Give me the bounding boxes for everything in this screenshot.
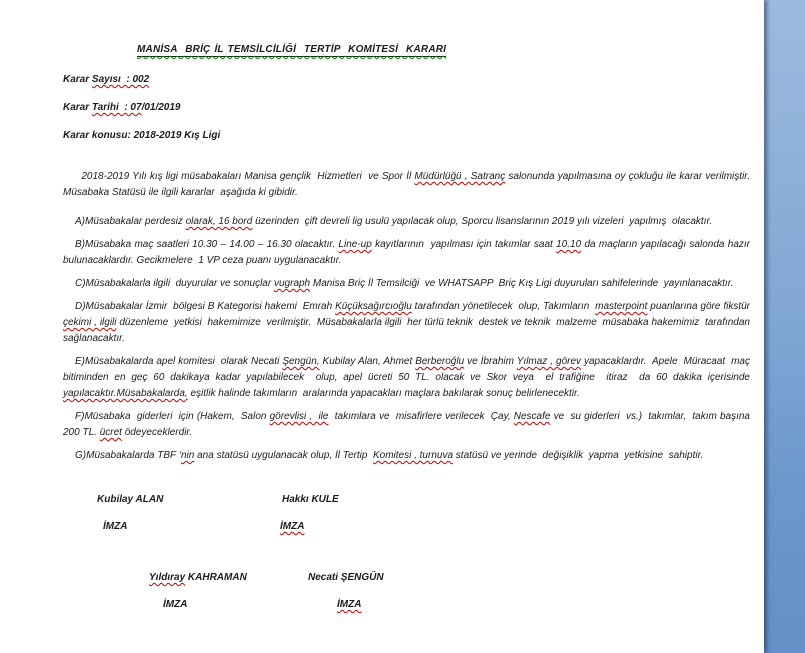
item-b <box>63 237 753 269</box>
text-run: nin <box>180 450 195 461</box>
imza-label-kubilay <box>103 519 127 535</box>
text-run: Manisa Briç İl Temsilciği ve WHATSAPP Briç Kış Ligi duyuruları sahifelerinde yayınlanacaktır. <box>310 278 734 289</box>
text-run: KAHRAMAN <box>185 572 247 583</box>
text-run: Karar <box>63 74 92 85</box>
signature-row-sig3 <box>63 570 750 586</box>
item-c <box>63 276 750 292</box>
text-run: kayıtlarının yapılması için takımlar saat <box>371 239 557 250</box>
signer-kubilay-alan <box>97 492 163 508</box>
text-run: çekimi , ilgili <box>63 317 117 328</box>
text-run: ödeyeceklerdir. <box>121 427 193 438</box>
text-run: Komitesi , turnuva <box>372 450 454 461</box>
signer-hakki-kule <box>282 492 339 508</box>
karar-konusu <box>63 128 750 144</box>
text-run: /01/2019 <box>141 102 181 113</box>
signature-row-sig2 <box>63 519 750 535</box>
text-run: İMZA <box>337 599 362 610</box>
signer-necati-sengun <box>308 570 384 586</box>
text-run: yapılacaktır.Müsabakalarda, <box>63 388 188 399</box>
text-run: B)Müsabaka maç saatleri 10.30 – 14.00 – 16.30 olacaktır. <box>75 239 339 250</box>
text-run: olarak, 16 bord <box>185 216 253 227</box>
text-run: salonunda yapılmasına oy çokluğu ile karar verilmiştir. Müsabaka Statüsü ile ilgili kararlar aşağıda ki gibidir. <box>63 171 753 198</box>
karar-tarihi <box>63 100 750 116</box>
text-run: düzenleme yetkisi hakemimize verilmiştir. Müsabakalarla ilgili her türlü teknik destek ve teknik malzeme müsabaka hakemimiz tarafından sağlanacaktır. <box>63 317 753 344</box>
item-g <box>63 448 750 464</box>
text-run: tarafından yönetilecek olup, Takımların <box>411 301 596 312</box>
text-run: ve İbrahim <box>464 356 517 367</box>
imza-label-hakki <box>280 519 304 535</box>
text-run: Berberoğlu <box>415 356 465 367</box>
text-run: Line-up <box>338 239 372 250</box>
text-run: F)Müsabaka giderleri için (Hakem, Salon <box>75 411 270 422</box>
text-run: İMZA <box>163 599 188 610</box>
text-run: G)Müsabakalarda TBF ‘ <box>75 450 181 461</box>
item-f <box>63 409 753 441</box>
text-run: 10.10 <box>556 239 582 250</box>
text-run: Yılmaz , görev <box>516 356 582 367</box>
text-run: İMZA <box>280 521 305 532</box>
text-run: E)Müsabakalarda apel komitesi olarak Necati <box>75 356 283 367</box>
text-run: Sayısı : 002 <box>91 74 150 85</box>
text-run: D)Müsabakalar İzmir bölgesi B Kategorisi hakemi Emrah <box>75 301 336 312</box>
text-run: Küçüksağırcıoğlu <box>335 301 412 312</box>
text-run: eşitlik halinde takımların aralarında yapacakları maçlara bakılarak sonuç belirlenecektir. <box>187 388 580 399</box>
imza-label-yildiray <box>163 597 187 613</box>
signature-row-sig1 <box>63 492 750 508</box>
text-run: İMZA <box>103 521 128 532</box>
title <box>137 42 750 58</box>
text-run: Karar <box>63 102 92 113</box>
text-run: üzerinden çift devreli lig usulü yapılacak olup, Sporcu lisanslarının 2019 yılı vizeleri yapılmış olacaktır. <box>252 216 713 227</box>
text-run: görevlisi , ile <box>269 411 329 422</box>
text-run: Tarihi : 07 <box>91 102 142 113</box>
text-run: Kubilay ALAN <box>97 494 164 505</box>
text-run: masterpoint <box>595 301 648 312</box>
imza-label-necati <box>337 597 361 613</box>
text-run: ve su giderleri vs.) takımlar, takım başına 200 TL. <box>63 411 753 438</box>
text-run: Nescafe <box>513 411 551 422</box>
item-e <box>63 354 753 402</box>
text-run: A)Müsabakalar perdesiz <box>75 216 186 227</box>
text-run: da maçların yapılacağı salonda hazır bulunacaklardır. Gecikmelere 1 VP ceza puanı uygulanacaktır. <box>63 239 753 266</box>
text-run: ücret <box>99 427 122 438</box>
signer-yildiray-kahraman <box>149 570 247 586</box>
text-run: Hakkı KULE <box>282 494 339 505</box>
text-run: C)Müsabakalarla ilgili duyurular ve sonuçlar <box>75 278 274 289</box>
text-run: Şengün, <box>282 356 320 367</box>
intro <box>63 169 753 201</box>
item-d <box>63 299 753 347</box>
text-run: Kubilay Alan, Ahmet <box>319 356 416 367</box>
text-run: Yıldıray <box>149 572 186 583</box>
item-a <box>63 214 750 230</box>
text-run: Necati ŞENGÜN <box>308 572 384 583</box>
text-run: yapacaklardır. Apele Müracaat maç bitiminden en geç 60 dakikaya kadar yapılabilecek olup, apel ücreti 50 TL. olacak ve Skor veya el trafiğine itiraz da 60 dakika içerisinde <box>63 356 753 383</box>
text-run: Müdürlüğü , Satranç <box>414 171 506 182</box>
text-run: vugraph <box>273 278 311 289</box>
text-run: statüsü ve yerinde değişiklik yapma yetkisine sahiptir. <box>453 450 704 461</box>
text-run: ana statüsü uygulanacak olup, İl Tertip <box>194 450 373 461</box>
text-run: puanlarına göre fikstür <box>647 301 753 312</box>
text-run: takımlara ve misafirlere verilecek Çay, <box>328 411 514 422</box>
karar-sayisi <box>63 72 750 88</box>
text-run: MANİSA BRİÇ İL TEMSİLCİLİĞİ TERTİP KOMİTESİ KARARI <box>137 44 447 55</box>
text-run: 2018-2019 Yılı kış ligi müsabakaları Manisa gençlik Hizmetleri ve Spor İl <box>75 171 415 182</box>
text-run: Karar konusu: 2018-2019 Kış Ligi <box>63 130 221 141</box>
signature-row-sig4 <box>63 597 750 613</box>
